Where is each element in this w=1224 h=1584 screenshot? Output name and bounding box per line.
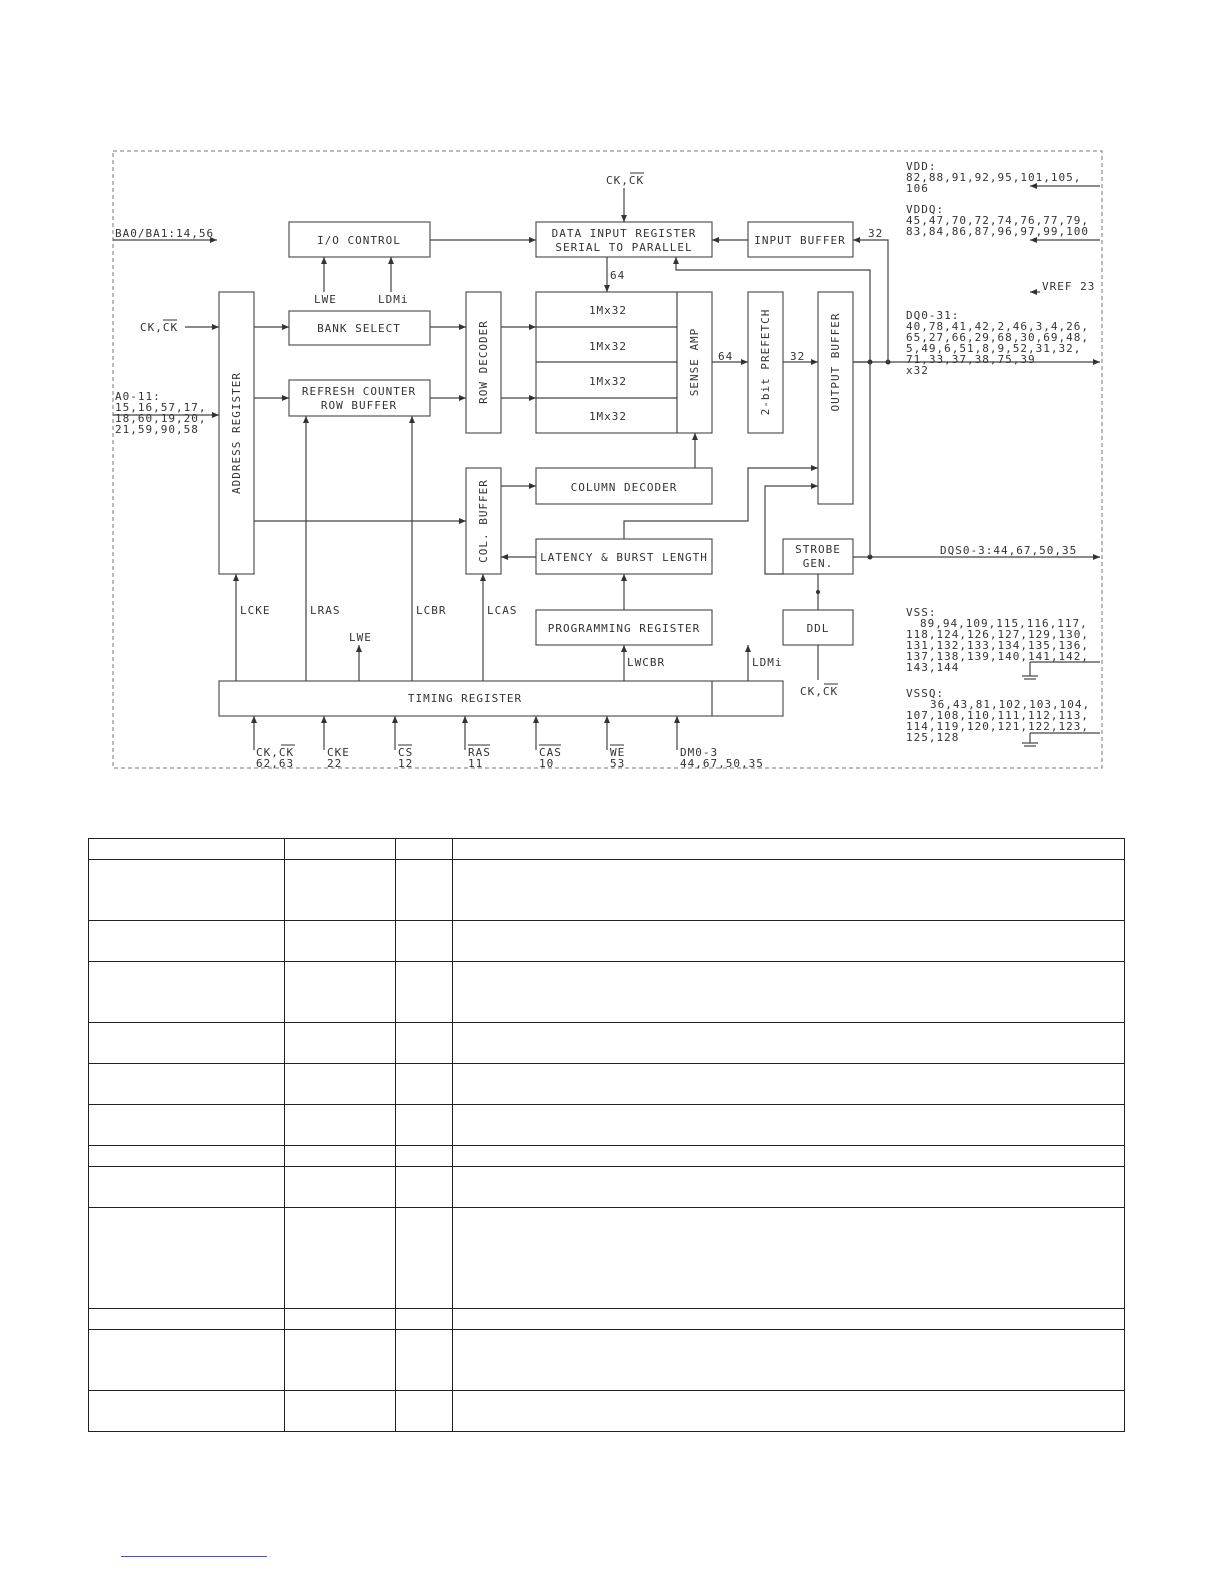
table-cell — [285, 1023, 396, 1064]
table-header-cell — [453, 839, 1125, 860]
address-register-label: ADDRESS REGISTER — [230, 372, 243, 494]
refresh-counter-label-1: REFRESH COUNTER — [301, 385, 417, 398]
vdd-pins-2: 106 — [906, 182, 929, 195]
memory-bank-2-label: 1Mx32 — [588, 340, 628, 353]
table-cell — [453, 1208, 1125, 1309]
column-decoder-label: COLUMN DECODER — [570, 481, 678, 494]
output-buffer-label: OUTPUT BUFFER — [829, 312, 842, 412]
bus-64-top-label: 64 — [610, 269, 626, 282]
output-buffer-block — [818, 292, 853, 504]
table-header-cell — [396, 839, 453, 860]
table-cell — [453, 1023, 1125, 1064]
strobe-gen-block — [783, 539, 853, 574]
lwe-top-label: LWE — [314, 293, 337, 306]
table-cell — [396, 1167, 453, 1208]
latency-burst-label: LATENCY & BURST LENGTH — [540, 551, 708, 564]
vref-label: VREF 23 — [1042, 280, 1096, 293]
dq-pins-2: 65,27,66,29,68,30,69,48, — [906, 331, 1089, 344]
input-we-name: WE — [610, 746, 626, 759]
table-row — [89, 1105, 1125, 1146]
input-ras-name: RAS — [468, 746, 491, 759]
table-header-cell — [285, 839, 396, 860]
input-ras-pins: 11 — [468, 757, 484, 770]
programming-register-block — [536, 610, 712, 645]
memory-bank-3-label: 1Mx32 — [588, 375, 628, 388]
input-dm-name: DM0-3 — [680, 746, 719, 759]
table-cell — [89, 1330, 285, 1391]
table-cell — [396, 921, 453, 962]
table-cell — [453, 1105, 1125, 1146]
vdd-pins-1: 82,88,91,92,95,101,105, — [906, 171, 1082, 184]
refresh-counter-block — [289, 380, 430, 416]
input-cke-name: CKE — [327, 746, 350, 759]
table-cell — [453, 860, 1125, 921]
table-cell — [453, 1330, 1125, 1391]
lcbr-label: LCBR — [416, 604, 447, 617]
table-cell — [453, 1146, 1125, 1167]
table-cell — [285, 1064, 396, 1105]
input-cs-name: CS — [398, 746, 414, 759]
table-cell — [285, 860, 396, 921]
ldmi-bottom-label: LDMi — [752, 656, 783, 669]
vssq-pins-4: 125,128 — [906, 731, 960, 744]
lcke-label: LCKE — [240, 604, 271, 617]
table-row — [89, 1309, 1125, 1330]
input-buffer-block — [748, 222, 853, 257]
memory-bank-1-label: 1Mx32 — [588, 304, 628, 317]
address-label-3: 18,60,19,20, — [115, 412, 207, 425]
table-cell — [89, 1208, 285, 1309]
dq-pins-3: 5,49,6,51,8,9,52,31,32, — [906, 342, 1082, 355]
power-pins — [906, 160, 1095, 744]
input-cas-pins: 10 — [539, 757, 555, 770]
data-input-register-block — [536, 222, 712, 257]
bus-32-mid-label: 32 — [790, 350, 806, 363]
bus-64-right-label: 64 — [718, 350, 734, 363]
table-row — [89, 1391, 1125, 1432]
table-cell — [89, 1064, 285, 1105]
table-cell — [89, 1391, 285, 1432]
memory-bank-4-label: 1Mx32 — [588, 410, 628, 423]
timing-inputs — [256, 745, 764, 770]
table-cell — [453, 921, 1125, 962]
table-cell — [89, 1105, 285, 1146]
table-cell — [285, 1105, 396, 1146]
address-label-4: 21,59,90,58 — [115, 423, 199, 436]
dq-width: x32 — [906, 364, 929, 377]
table-row — [89, 921, 1125, 962]
vssq-pins-2: 107,108,110,111,112,113, — [906, 709, 1089, 722]
dq-pins-4: 71,33,37,38,75,39 — [906, 353, 1036, 366]
latency-burst-block — [536, 539, 712, 574]
table-cell — [285, 962, 396, 1023]
table-cell — [396, 1023, 453, 1064]
table-cell — [285, 1167, 396, 1208]
vssq-pins-3: 114,119,120,121,122,123, — [906, 720, 1089, 733]
table-cell — [285, 921, 396, 962]
memory-array-block — [536, 292, 712, 433]
ck-top-label: CK,CK — [606, 174, 645, 187]
input-ck-name: CK,CK — [256, 746, 295, 759]
timing-register-label: TIMING REGISTER — [407, 692, 523, 705]
vss-pins-2: 118,124,126,127,129,130, — [906, 628, 1089, 641]
table-cell — [89, 1146, 285, 1167]
prefetch-block — [748, 292, 783, 433]
table-cell — [396, 1064, 453, 1105]
table-row — [89, 1208, 1125, 1309]
input-we-pins: 53 — [610, 757, 626, 770]
lwcbr-label: LWCBR — [627, 656, 666, 669]
table-cell — [396, 1391, 453, 1432]
row-decoder-block — [466, 292, 501, 433]
table-cell — [285, 1391, 396, 1432]
table-cell — [396, 860, 453, 921]
table-cell — [89, 1167, 285, 1208]
input-cas-name: CAS — [539, 746, 562, 759]
data-input-register-label-1: DATA INPUT REGISTER — [551, 227, 697, 240]
data-input-register-label-2: SERIAL TO PARALLEL — [555, 241, 693, 254]
input-buffer-label: INPUT BUFFER — [754, 234, 846, 247]
strobe-gen-label-1: STROBE — [795, 543, 841, 556]
table-row — [89, 962, 1125, 1023]
table-row — [89, 1146, 1125, 1167]
table-header-cell — [89, 839, 285, 860]
column-decoder-block — [536, 468, 712, 504]
ddl-label: DDL — [806, 622, 830, 635]
bus-32-io-label: 32 — [868, 227, 884, 240]
input-cke-pins: 22 — [327, 757, 343, 770]
input-cs-pins: 12 — [398, 757, 414, 770]
dqs-label: DQS0-3:44,67,50,35 — [940, 544, 1078, 557]
address-label-2: 15,16,57,17, — [115, 401, 207, 414]
vss-pins-3: 131,132,133,134,135,136, — [906, 639, 1089, 652]
table-cell — [396, 1309, 453, 1330]
table-header-row — [89, 839, 1125, 860]
table-cell — [89, 860, 285, 921]
strobe-gen-label-2: GEN. — [802, 557, 834, 570]
col-buffer-block — [466, 468, 501, 574]
table-cell — [453, 1391, 1125, 1432]
vssq-pins-1: 36,43,81,102,103,104, — [930, 698, 1091, 711]
vss-label: VSS: — [906, 606, 937, 619]
table-cell — [285, 1208, 396, 1309]
table-row — [89, 1167, 1125, 1208]
vdd-label: VDD: — [906, 160, 937, 173]
table-row — [89, 860, 1125, 921]
lcas-label: LCAS — [487, 604, 518, 617]
table-row — [89, 1330, 1125, 1391]
lras-label: LRAS — [310, 604, 341, 617]
table-cell — [89, 1023, 285, 1064]
prefetch-label: 2-bit PREFETCH — [759, 308, 772, 416]
table-cell — [453, 1309, 1125, 1330]
vss-pins-4: 137,138,139,140,141,142, — [906, 650, 1089, 663]
footer-rule — [121, 1556, 267, 1557]
sense-amp-label: SENSE AMP — [688, 327, 701, 397]
address-register-block — [219, 292, 254, 574]
timing-register-block — [219, 681, 783, 716]
table-cell — [285, 1146, 396, 1167]
table-cell — [89, 921, 285, 962]
table-cell — [285, 1309, 396, 1330]
pin-description-table — [88, 838, 1125, 1432]
bank-select-label: BANK SELECT — [317, 322, 401, 335]
table-cell — [396, 962, 453, 1023]
table-cell — [396, 1105, 453, 1146]
table-cell — [396, 1208, 453, 1309]
table-cell — [453, 1064, 1125, 1105]
vddq-pins-1: 45,47,70,72,74,76,77,79, — [906, 214, 1089, 227]
table-cell — [285, 1330, 396, 1391]
dq-pins-1: 40,78,41,42,2,46,3,4,26, — [906, 320, 1089, 333]
vddq-label: VDDQ: — [906, 203, 945, 216]
table-cell — [396, 1146, 453, 1167]
row-decoder-label: ROW DECODER — [477, 320, 490, 404]
table-cell — [453, 1167, 1125, 1208]
programming-register-label: PROGRAMMING REGISTER — [547, 622, 701, 635]
ddl-block — [783, 610, 853, 645]
ck-ddl-label: CK,CK — [800, 685, 839, 698]
dq-label: DQ0-31: — [906, 309, 960, 322]
table-cell — [89, 1309, 285, 1330]
refresh-counter-label-2: ROW BUFFER — [320, 399, 398, 412]
input-ck-pins: 62,63 — [256, 757, 295, 770]
address-label-1: A0-11: — [115, 390, 161, 403]
table-row — [89, 1023, 1125, 1064]
table-cell — [396, 1330, 453, 1391]
io-control-block — [289, 222, 430, 257]
table-cell — [89, 962, 285, 1023]
input-dm-pins: 44,67,50,35 — [680, 757, 764, 770]
io-control-label: I/O CONTROL — [317, 234, 401, 247]
bank-select-block — [289, 311, 430, 345]
lwe-bottom-label: LWE — [349, 631, 372, 644]
vddq-pins-2: 83,84,86,87,96,97,99,100 — [906, 225, 1089, 238]
vss-pins-5: 143,144 — [906, 661, 960, 674]
table-cell — [453, 962, 1125, 1023]
vssq-label: VSSQ: — [906, 687, 945, 700]
table-row — [89, 1064, 1125, 1105]
ck-left-label: CK,CK — [140, 321, 179, 334]
col-buffer-label: COL. BUFFER — [477, 479, 490, 563]
ba-label: BA0/BA1:14,56 — [115, 227, 215, 240]
ldmi-top-label: LDMi — [378, 293, 409, 306]
vss-pins-1: 89,94,109,115,116,117, — [920, 617, 1088, 630]
